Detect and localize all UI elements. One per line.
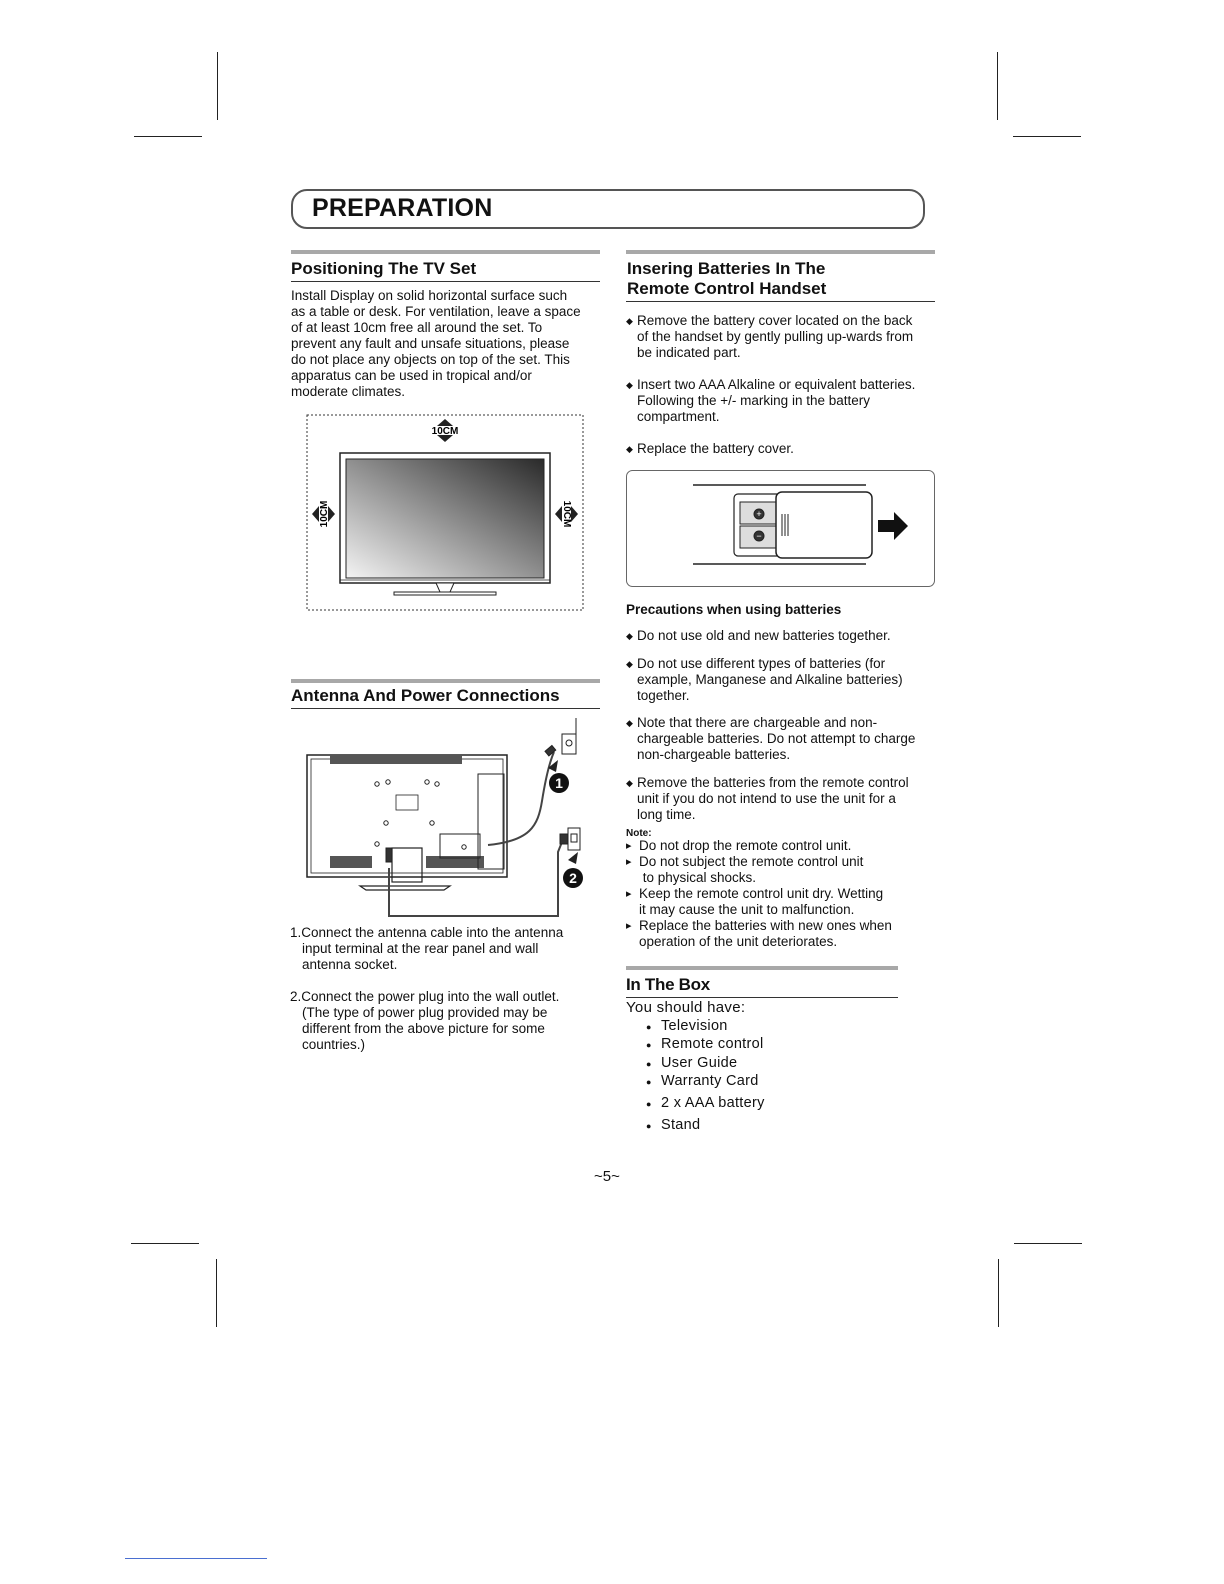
precaution-item: [626, 628, 891, 644]
page-title: PREPARATION: [312, 194, 493, 222]
text-line: ▸ Keep the remote control unit dry. Wetting: [639, 886, 884, 901]
battery-compartment-illustration: [626, 470, 935, 588]
text-line: ▸ Do not subject the remote control unit: [639, 854, 864, 869]
box-item: ● 2 x AAA battery: [643, 1094, 765, 1112]
text-line: (The type of power plug provided may be: [302, 1005, 548, 1020]
battery-step: [626, 441, 794, 457]
clearance-right-label: 10CM: [561, 500, 572, 528]
callout-1-icon: [549, 773, 569, 793]
antenna-socket-icon: [545, 718, 576, 756]
text-line: ◆ Do not use old and new batteries together.: [637, 628, 891, 643]
crop-mark: [134, 136, 202, 137]
in-the-box-intro: You should have:: [626, 999, 746, 1016]
text-line: countries.): [302, 1037, 366, 1052]
box-item: ● User Guide: [643, 1054, 737, 1072]
text-line: ◆ Remove the batteries from the remote control: [637, 775, 909, 790]
svg-text:1: 1: [555, 775, 563, 791]
page-number: ~5~: [594, 1168, 620, 1185]
note-item: [626, 854, 863, 886]
crop-mark: [997, 52, 998, 120]
section-bar: [291, 250, 600, 254]
svg-text:+: +: [756, 509, 762, 519]
text-line: ◆ Remove the battery cover located on the back: [637, 313, 913, 328]
text-line: of at least 10cm free all around the set. To: [291, 320, 543, 335]
note-label: Note:: [626, 828, 652, 839]
svg-text:−: −: [756, 531, 762, 541]
text-line: it may cause the unit to malfunction.: [639, 902, 855, 917]
clearance-top-label: 10CM: [431, 426, 459, 437]
precaution-item: [626, 775, 909, 823]
text-line: 2.Connect the power plug into the wall outlet.: [290, 989, 560, 1004]
box-item: ● Remote control: [643, 1035, 764, 1053]
section-bar: [626, 966, 898, 970]
text-line: input terminal at the rear panel and wall: [302, 941, 539, 956]
text-line: Following the +/- marking in the battery: [637, 393, 870, 408]
text-line: non-chargeable batteries.: [637, 747, 791, 762]
box-item: ● Stand: [643, 1116, 700, 1134]
text-line: apparatus can be used in tropical and/or: [291, 368, 532, 383]
note-item: [626, 886, 883, 918]
power-outlet-icon: [560, 828, 580, 850]
text-line: antenna socket.: [302, 957, 398, 972]
antenna-cable-icon: [488, 752, 554, 845]
text-line: be indicated part.: [637, 345, 741, 360]
note-item: [626, 838, 851, 854]
box-item: ● Television: [643, 1017, 728, 1035]
section-bar: [291, 679, 600, 683]
text-line: of the handset by gently pulling up-wards from: [637, 329, 914, 344]
crop-mark: [216, 1259, 217, 1327]
crop-mark: [217, 52, 218, 120]
text-line: ◆ Note that there are chargeable and non-: [637, 715, 878, 730]
text-line: example, Manganese and Alkaline batteries): [637, 672, 903, 687]
box-item: ● Warranty Card: [643, 1072, 759, 1090]
footer-rule: [125, 1558, 267, 1559]
tv-clearance-illustration: [306, 414, 584, 612]
text-line: 1.Connect the antenna cable into the antenna: [290, 925, 564, 940]
section-underline: [291, 281, 600, 282]
batteries-heading-line-2: Remote Control Handset: [627, 279, 827, 298]
clearance-left-label: 10CM: [319, 500, 330, 528]
text-line: long time.: [637, 807, 696, 822]
section-bar: [626, 250, 935, 254]
text-line: prevent any fault and unsafe situations, please: [291, 336, 570, 351]
arrow-icon: [568, 852, 578, 864]
text-line: Install Display on solid horizontal surface such: [291, 288, 568, 303]
section-underline: [626, 997, 898, 998]
in-the-box-heading: In The Box: [626, 975, 710, 994]
positioning-heading: Positioning The TV Set: [291, 259, 477, 278]
text-line: to physical shocks.: [639, 870, 757, 885]
page-title-box: [291, 189, 925, 229]
precaution-item: [626, 715, 915, 763]
text-line: ◆ Insert two AAA Alkaline or equivalent batteries.: [637, 377, 916, 392]
text-line: as a table or desk. For ventilation, leave a space: [291, 304, 581, 319]
text-line: ◆ Replace the battery cover.: [637, 441, 794, 456]
text-line: do not place any objects on top of the set. This: [291, 352, 570, 367]
text-line: unit if you do not intend to use the unit for a: [637, 791, 896, 806]
text-line: chargeable batteries. Do not attempt to charge: [637, 731, 916, 746]
callout-2-icon: [563, 868, 583, 888]
section-underline: [291, 708, 600, 709]
svg-text:2: 2: [569, 870, 577, 886]
crop-mark: [998, 1259, 999, 1327]
battery-step: [626, 377, 915, 425]
tv-front-icon: [340, 453, 550, 595]
crop-mark: [1013, 136, 1081, 137]
antenna-heading: Antenna And Power Connections: [291, 686, 560, 705]
precaution-item: [626, 656, 903, 704]
power-cable-icon: [389, 842, 562, 916]
crop-mark: [131, 1243, 199, 1244]
precautions-heading: Precautions when using batteries: [626, 602, 842, 617]
text-line: compartment.: [637, 409, 720, 424]
tv-back-icon: [307, 755, 507, 890]
text-line: operation of the unit deteriorates.: [639, 934, 838, 949]
batteries-heading-line-1: Insering Batteries In The: [627, 259, 826, 278]
text-line: together.: [637, 688, 690, 703]
text-line: ▸ Do not drop the remote control unit.: [639, 838, 852, 853]
rear-connection-illustration: [300, 716, 590, 922]
text-line: ◆ Do not use different types of batteries (for: [637, 656, 886, 671]
note-item: [626, 918, 892, 950]
section-underline: [626, 301, 935, 302]
battery-step: [626, 313, 913, 361]
crop-mark: [1014, 1243, 1082, 1244]
text-line: moderate climates.: [291, 384, 406, 399]
text-line: different from the above picture for some: [302, 1021, 545, 1036]
text-line: ▸ Replace the batteries with new ones when: [639, 918, 892, 933]
